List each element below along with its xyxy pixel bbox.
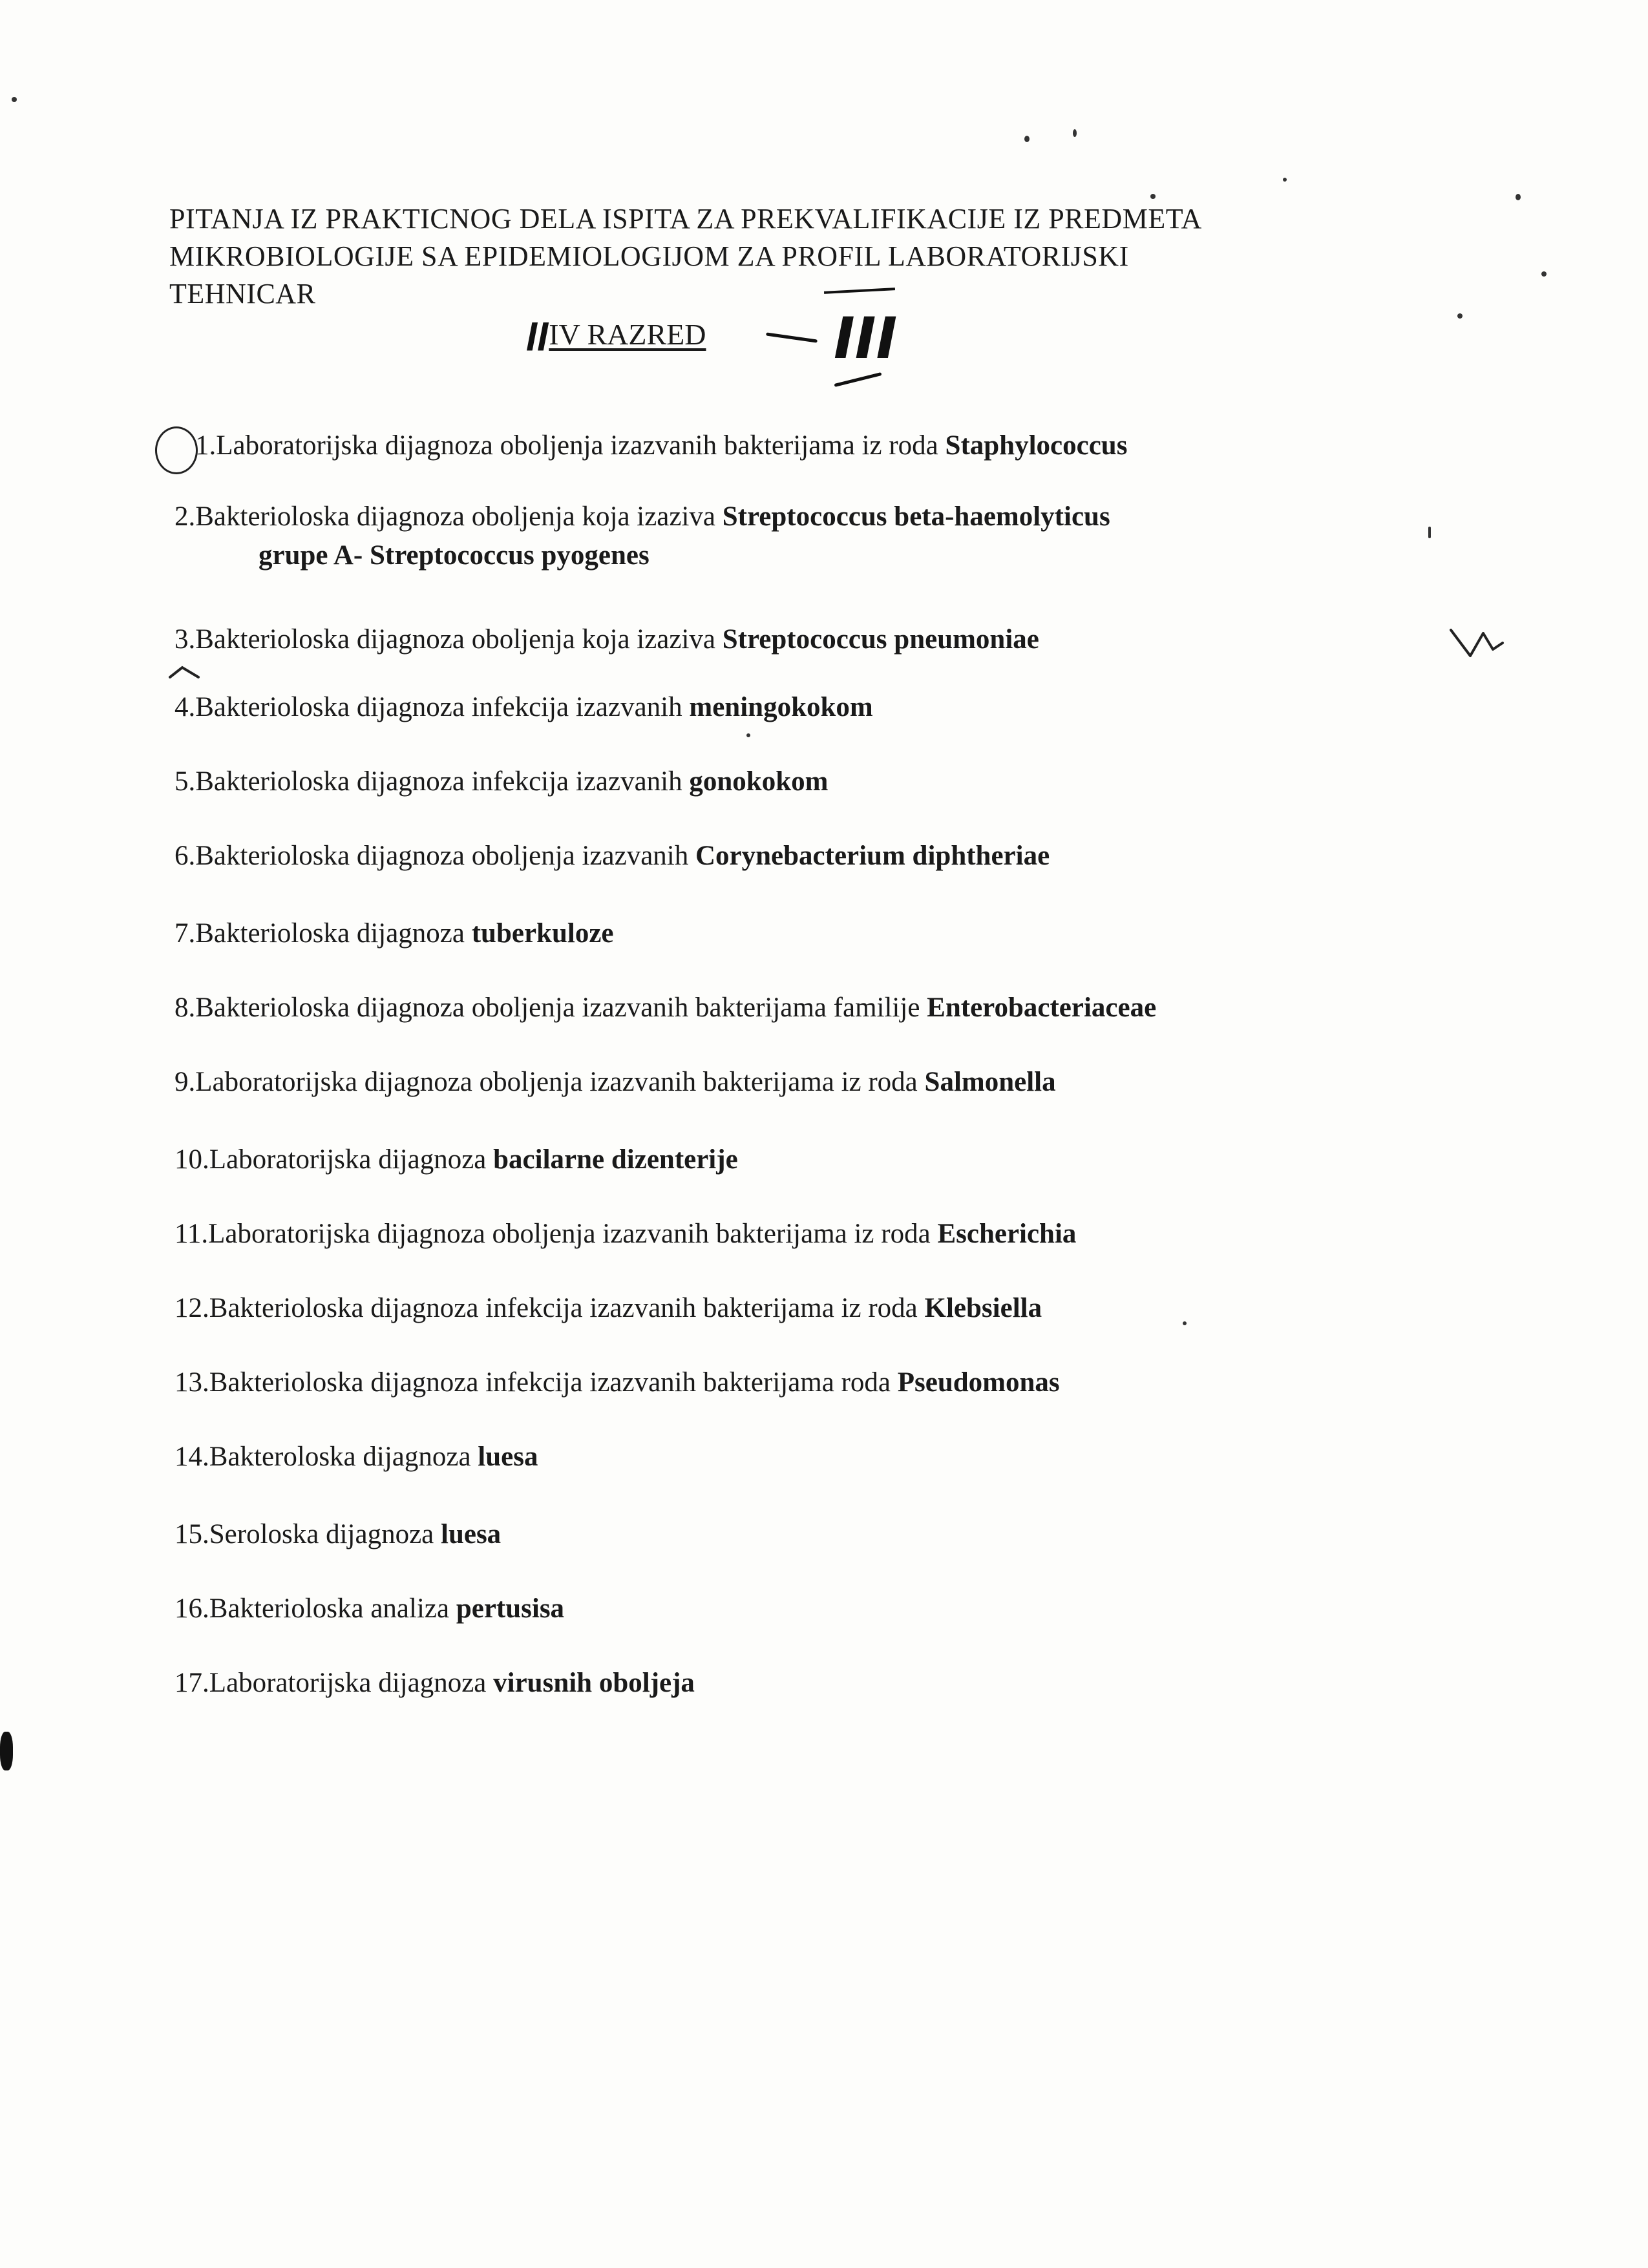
class-line bbox=[527, 317, 706, 352]
question-text: Bakterioloska dijagnoza infekcija izazvanih bakterijama iz roda bbox=[209, 1293, 925, 1323]
ink-speck bbox=[1516, 194, 1521, 200]
question-subject: pertusisa bbox=[456, 1593, 565, 1624]
question-number: 3. bbox=[174, 624, 196, 655]
question-number: 1. bbox=[195, 430, 217, 461]
question-number: 6. bbox=[174, 841, 196, 871]
question-item bbox=[174, 914, 614, 953]
question-number: 10. bbox=[174, 1144, 209, 1175]
handwritten-circle-mark bbox=[155, 426, 198, 474]
question-line bbox=[174, 841, 1050, 871]
question-subject: Enterobacteriaceae bbox=[927, 992, 1157, 1023]
question-subject: bacilarne dizenterije bbox=[493, 1144, 738, 1175]
question-text: Bakterioloska dijagnoza oboljenja izazvanih bbox=[195, 841, 695, 871]
header-line-2: MIKROBIOLOGIJE SA EPIDEMIOLOGIJOM ZA PROFIL LABORATORIJSKI bbox=[169, 240, 1129, 272]
question-subject: Escherichia bbox=[937, 1219, 1077, 1249]
handwritten-class-number: III bbox=[834, 305, 898, 372]
question-text: Laboratorijska dijagnoza oboljenja izazvanih bakterijama iz roda bbox=[216, 430, 945, 461]
question-line bbox=[174, 1144, 738, 1175]
handwritten-dash bbox=[766, 332, 818, 342]
ink-speck bbox=[1428, 527, 1431, 538]
ink-speck bbox=[1183, 1321, 1187, 1325]
question-subject: Streptococcus pneumoniae bbox=[722, 624, 1039, 655]
question-subject: Salmonella bbox=[924, 1067, 1056, 1097]
question-line bbox=[174, 1442, 538, 1472]
question-number: 15. bbox=[174, 1519, 209, 1549]
question-text: Bakterioloska dijagnoza oboljenja izazvanih bakterijama familije bbox=[195, 992, 927, 1023]
scan-edge-blot bbox=[0, 1732, 13, 1770]
question-item bbox=[174, 989, 1156, 1027]
handwritten-underline-mark-2 bbox=[834, 372, 882, 387]
question-line bbox=[174, 1519, 501, 1549]
handwritten-check-mark bbox=[1448, 624, 1506, 662]
question-line bbox=[174, 1067, 1056, 1097]
question-number: 17. bbox=[174, 1668, 209, 1698]
question-item bbox=[174, 498, 1110, 575]
question-subject: Corynebacterium diphtheriae bbox=[695, 841, 1050, 871]
question-text: Bakterioloska analiza bbox=[209, 1593, 456, 1624]
question-item bbox=[195, 426, 1127, 465]
question-number: 16. bbox=[174, 1593, 209, 1624]
question-item bbox=[174, 1215, 1076, 1254]
question-number: 11. bbox=[174, 1219, 209, 1249]
question-line bbox=[174, 1367, 1060, 1398]
question-line bbox=[174, 1293, 1042, 1323]
question-text: Laboratorijska dijagnoza bbox=[209, 1668, 494, 1698]
question-item bbox=[174, 1664, 695, 1703]
question-item bbox=[174, 1590, 564, 1628]
question-subject-continued: grupe A- Streptococcus pyogenes bbox=[259, 540, 650, 571]
question-item bbox=[174, 1063, 1056, 1102]
question-item bbox=[174, 1363, 1060, 1402]
question-line bbox=[174, 624, 1039, 655]
ink-speck bbox=[1283, 178, 1287, 182]
header-line-3: TEHNICAR bbox=[169, 278, 316, 310]
question-subject: Pseudomonas bbox=[897, 1367, 1060, 1398]
question-line bbox=[174, 501, 1110, 532]
question-line bbox=[174, 692, 873, 722]
question-subject: Klebsiella bbox=[924, 1293, 1042, 1323]
question-continuation bbox=[174, 536, 1110, 575]
question-text: Laboratorijska dijagnoza bbox=[209, 1144, 494, 1175]
question-item bbox=[174, 1289, 1042, 1328]
question-item bbox=[174, 1438, 538, 1476]
question-subject: tuberkuloze bbox=[471, 918, 614, 949]
ink-speck bbox=[1150, 194, 1156, 199]
question-number: 13. bbox=[174, 1367, 209, 1398]
question-line bbox=[174, 766, 828, 797]
question-line bbox=[174, 1219, 1076, 1249]
question-subject: meningokokom bbox=[689, 692, 873, 722]
question-number: 4. bbox=[174, 692, 196, 722]
header-line-1: PITANJA IZ PRAKTICNOG DELA ISPITA ZA PREKVALIFIKACIJE IZ PREDMETA bbox=[169, 203, 1202, 235]
question-subject: gonokokom bbox=[689, 766, 829, 797]
question-text: Bakteroloska dijagnoza bbox=[209, 1442, 478, 1472]
question-text: Bakterioloska dijagnoza bbox=[195, 918, 472, 949]
ink-speck bbox=[1024, 136, 1030, 142]
handwritten-prefix-mark: ǀ bbox=[527, 317, 538, 352]
ink-speck bbox=[12, 97, 17, 102]
question-line bbox=[174, 1668, 695, 1698]
ink-speck bbox=[746, 733, 750, 737]
question-subject: luesa bbox=[478, 1442, 538, 1472]
question-number: 8. bbox=[174, 992, 196, 1023]
question-text: Bakterioloska dijagnoza infekcija izazvanih bbox=[195, 766, 690, 797]
question-item bbox=[174, 1140, 738, 1179]
question-subject: luesa bbox=[441, 1519, 502, 1549]
question-subject: Streptococcus beta-haemolyticus bbox=[722, 501, 1110, 532]
question-text: Bakterioloska dijagnoza infekcija izazvanih bbox=[195, 692, 690, 722]
question-text: Seroloska dijagnoza bbox=[209, 1519, 441, 1549]
question-text: Laboratorijska dijagnoza oboljenja izazvanih bakterijama iz roda bbox=[208, 1219, 938, 1249]
handwritten-caret-mark bbox=[168, 664, 200, 680]
class-label: IV RAZRED bbox=[549, 318, 706, 351]
question-number: 12. bbox=[174, 1293, 209, 1323]
question-number: 9. bbox=[174, 1067, 196, 1097]
question-number: 5. bbox=[174, 766, 196, 797]
question-number: 2. bbox=[174, 501, 196, 532]
question-item bbox=[174, 688, 873, 727]
question-text: Bakterioloska dijagnoza oboljenja koja izaziva bbox=[195, 624, 723, 655]
ink-speck bbox=[1073, 129, 1077, 137]
question-text: Bakterioloska dijagnoza oboljenja koja izaziva bbox=[195, 501, 723, 532]
document-header bbox=[169, 200, 1397, 313]
question-text: Laboratorijska dijagnoza oboljenja izazvanih bakterijama iz roda bbox=[195, 1067, 925, 1097]
handwritten-prefix-mark-2: ǀ bbox=[538, 317, 549, 352]
question-item bbox=[174, 837, 1050, 876]
question-subject: virusnih obolјeja bbox=[493, 1668, 695, 1698]
question-line bbox=[174, 918, 614, 949]
question-line bbox=[174, 1593, 564, 1624]
question-subject: Staphylococcus bbox=[945, 430, 1128, 461]
question-number: 14. bbox=[174, 1442, 209, 1472]
ink-speck bbox=[1541, 271, 1547, 277]
question-item bbox=[174, 762, 828, 801]
question-number: 7. bbox=[174, 918, 196, 949]
ink-speck bbox=[1457, 313, 1463, 319]
question-line bbox=[174, 992, 1156, 1023]
question-item bbox=[174, 620, 1039, 659]
question-line bbox=[195, 430, 1127, 461]
question-text: Bakterioloska dijagnoza infekcija izazvanih bakterijama roda bbox=[209, 1367, 898, 1398]
question-item bbox=[174, 1515, 501, 1554]
